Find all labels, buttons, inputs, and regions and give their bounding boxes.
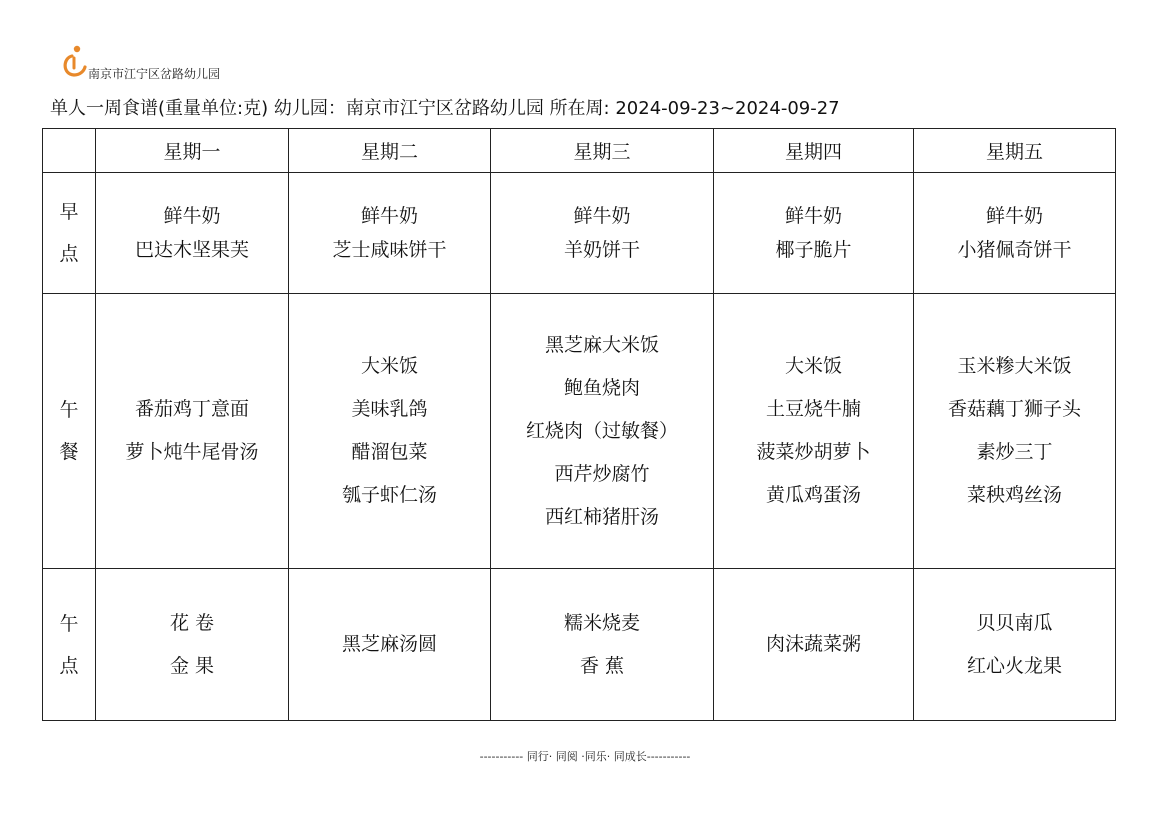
meal-label-lunch xyxy=(43,294,96,569)
menu-item: 大米饭 xyxy=(360,355,418,377)
menu-item: 芝士咸味饼干 xyxy=(332,239,447,261)
meal-label-char: 点 xyxy=(59,243,79,265)
table-header-row xyxy=(43,129,1116,173)
menu-item: 黑芝麻汤圆 xyxy=(341,633,437,655)
menu-cell xyxy=(96,569,289,721)
meal-label-char: 点 xyxy=(59,654,79,677)
meal-label-char: 餐 xyxy=(59,441,79,463)
table-row-afternoon-snack xyxy=(43,569,1116,721)
meal-label-char: 午 xyxy=(59,612,79,635)
page-title: 单人一周食谱(重量单位:克) 幼儿园：南京市江宁区岔路幼儿园 所在周: 2024-09-23~2024-09-27 xyxy=(50,98,840,119)
menu-item: 萝卜炖牛尾骨汤 xyxy=(125,441,259,463)
menu-cell xyxy=(289,173,491,294)
day-header-wednesday: 星期三 xyxy=(491,129,714,173)
menu-item: 菠菜炒胡萝卜 xyxy=(756,441,871,463)
menu-cell xyxy=(289,569,491,721)
menu-item: 黄瓜鸡蛋汤 xyxy=(765,484,861,506)
menu-item: 番茄鸡丁意面 xyxy=(134,398,249,420)
meal-label-char: 午 xyxy=(59,399,79,421)
menu-cell xyxy=(491,294,714,569)
menu-item: 香 蕉 xyxy=(579,654,625,677)
menu-cell xyxy=(914,294,1116,569)
day-header-friday: 星期五 xyxy=(914,129,1116,173)
menu-cell xyxy=(914,569,1116,721)
weekly-menu-table xyxy=(42,128,1116,721)
menu-cell xyxy=(96,294,289,569)
menu-item: 鲜牛奶 xyxy=(573,205,631,227)
logo xyxy=(60,44,300,80)
menu-item: 巴达木坚果芙 xyxy=(134,239,249,261)
menu-cell xyxy=(491,569,714,721)
day-header-monday: 星期一 xyxy=(96,129,289,173)
table-row-breakfast xyxy=(43,173,1116,294)
menu-item: 西芹炒腐竹 xyxy=(554,462,650,485)
footer-slogan: ----------- 同行· 同阅 ·同乐· 同成长----------- xyxy=(479,750,691,763)
menu-item: 玉米糁大米饭 xyxy=(957,355,1072,377)
menu-item: 大米饭 xyxy=(784,355,842,377)
menu-item: 椰子脆片 xyxy=(775,239,852,261)
menu-cell xyxy=(914,173,1116,294)
menu-cell xyxy=(491,173,714,294)
menu-cell xyxy=(714,294,914,569)
menu-cell xyxy=(714,173,914,294)
menu-item: 鲍鱼烧肉 xyxy=(563,376,640,399)
menu-item: 黑芝麻大米饭 xyxy=(544,333,659,356)
meal-label-breakfast xyxy=(43,173,96,294)
menu-item: 贝贝南瓜 xyxy=(976,611,1053,634)
menu-item: 鲜牛奶 xyxy=(985,205,1043,227)
menu-item: 素炒三丁 xyxy=(976,441,1053,463)
menu-cell xyxy=(714,569,914,721)
corner-cell xyxy=(43,129,96,173)
table-row-lunch xyxy=(43,294,1116,569)
menu-item: 糯米烧麦 xyxy=(563,611,640,634)
menu-item: 红心火龙果 xyxy=(966,654,1062,677)
kindergarten-logo-icon xyxy=(60,44,90,80)
meal-label-afternoon-snack xyxy=(43,569,96,721)
menu-item: 鲜牛奶 xyxy=(163,205,221,227)
day-header-tuesday: 星期二 xyxy=(289,129,491,173)
menu-cell xyxy=(96,173,289,294)
menu-item: 鲜牛奶 xyxy=(784,205,842,227)
day-header-thursday: 星期四 xyxy=(714,129,914,173)
menu-item: 红烧肉（过敏餐） xyxy=(525,419,678,442)
menu-item: 美味乳鸽 xyxy=(351,398,428,420)
menu-item: 金 果 xyxy=(169,654,215,677)
menu-item: 羊奶饼干 xyxy=(563,239,640,261)
menu-item: 菜秧鸡丝汤 xyxy=(966,484,1062,506)
menu-item: 西红柿猪肝汤 xyxy=(544,505,659,528)
menu-item: 醋溜包菜 xyxy=(351,441,428,463)
menu-item: 花 卷 xyxy=(169,611,215,634)
menu-cell xyxy=(289,294,491,569)
menu-item: 小猪佩奇饼干 xyxy=(957,239,1072,261)
menu-item: 肉沫蔬菜粥 xyxy=(765,633,861,655)
meal-label-char: 早 xyxy=(59,201,79,223)
menu-item: 瓠子虾仁汤 xyxy=(341,484,437,506)
logo-text: 南京市江宁区岔路幼儿园 xyxy=(88,67,221,81)
menu-item: 鲜牛奶 xyxy=(360,205,418,227)
menu-item: 香菇藕丁狮子头 xyxy=(947,398,1081,420)
menu-item: 土豆烧牛腩 xyxy=(765,398,861,420)
